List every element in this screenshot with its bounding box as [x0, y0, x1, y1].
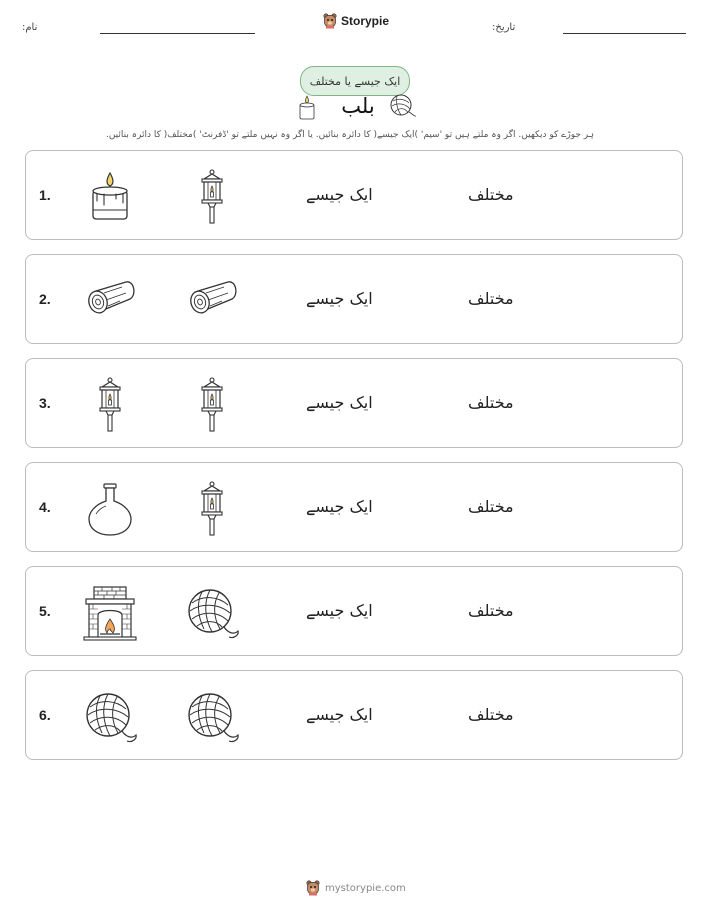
- option-different[interactable]: مختلف: [468, 497, 514, 516]
- option-same[interactable]: ایک جیسے: [306, 393, 373, 412]
- storypie-logo: [323, 13, 389, 29]
- log-icon: [184, 273, 240, 329]
- date-label: تاریخ:: [492, 22, 516, 33]
- name-line[interactable]: [100, 33, 255, 34]
- fireplace-icon: [82, 585, 138, 641]
- lantern-icon: [184, 169, 240, 225]
- candle-icon: [82, 169, 138, 225]
- option-different[interactable]: مختلف: [468, 705, 514, 724]
- footer: [306, 880, 406, 896]
- option-same[interactable]: ایک جیسے: [306, 601, 373, 620]
- yarn-ball-icon: [184, 585, 240, 641]
- target-word: بلب: [341, 94, 375, 118]
- candle-decor-icon: [297, 95, 317, 121]
- log-icon: [82, 273, 138, 329]
- option-different[interactable]: مختلف: [468, 393, 514, 412]
- instructions: ہر جوڑے کو دیکھیں. اگر وہ ملتے ہیں تو 'سیم' )ایک جیسے( کا دائرہ بنائیں. یا اگر وہ نہیں ملتے تو 'ڈفرنٹ' )مختلف( کا دائرہ بنائیں.: [105, 130, 595, 140]
- row-number: 4.: [39, 499, 51, 515]
- footer-bear-icon: [306, 880, 320, 896]
- row-number: 3.: [39, 395, 51, 411]
- option-same[interactable]: ایک جیسے: [306, 497, 373, 516]
- yarn-decor-icon: [387, 92, 417, 120]
- option-same[interactable]: ایک جیسے: [306, 705, 373, 724]
- row-number: 5.: [39, 603, 51, 619]
- date-line[interactable]: [563, 33, 686, 34]
- yarn-ball-icon: [184, 689, 240, 745]
- lantern-icon: [184, 481, 240, 537]
- exercise-row: [25, 358, 683, 448]
- flask-icon: [82, 481, 138, 537]
- option-different[interactable]: مختلف: [468, 289, 514, 308]
- brand-name: Storypie: [341, 14, 390, 28]
- exercise-row: [25, 670, 683, 760]
- yarn-ball-icon: [82, 689, 138, 745]
- row-number: 6.: [39, 707, 51, 723]
- bear-logo-icon: [323, 13, 337, 29]
- exercise-row: [25, 462, 683, 552]
- exercise-row: [25, 566, 683, 656]
- option-different[interactable]: مختلف: [468, 601, 514, 620]
- row-number: 1.: [39, 187, 51, 203]
- exercise-row: [25, 254, 683, 344]
- exercise-row: [25, 150, 683, 240]
- lantern-icon: [184, 377, 240, 433]
- footer-site[interactable]: mystorypie.com: [325, 882, 406, 894]
- option-same[interactable]: ایک جیسے: [306, 185, 373, 204]
- option-different[interactable]: مختلف: [468, 185, 514, 204]
- lantern-icon: [82, 377, 138, 433]
- name-label: نام:: [22, 22, 38, 33]
- title-pill: ایک جیسے یا مختلف: [300, 66, 410, 96]
- option-same[interactable]: ایک جیسے: [306, 289, 373, 308]
- row-number: 2.: [39, 291, 51, 307]
